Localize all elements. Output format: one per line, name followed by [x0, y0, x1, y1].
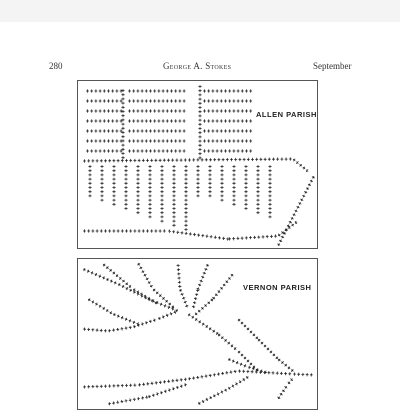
hachure-line [278, 379, 293, 399]
hachure-line [83, 221, 297, 240]
hachure-line [172, 165, 175, 227]
hachure-line [86, 139, 122, 142]
hachure-line [108, 383, 187, 405]
hachure-line [103, 264, 157, 304]
hachure-line [112, 165, 115, 206]
running-head [0, 61, 400, 75]
allen-drainage-map [78, 81, 317, 248]
hachure-line [86, 109, 122, 112]
hachure-line [277, 176, 314, 246]
allen-parish-map [77, 80, 318, 249]
hachure-line [192, 264, 209, 308]
hachure-line [184, 165, 187, 231]
hachure-line [128, 119, 185, 122]
hachure-line [244, 165, 247, 210]
hachure-line [121, 89, 124, 159]
hachure-line [136, 165, 139, 214]
hachure-line [177, 264, 189, 307]
hachure-line [148, 165, 151, 218]
hachure-line [100, 165, 103, 201]
hachure-line [203, 139, 252, 142]
hachure-line [137, 263, 174, 308]
hachure-line [88, 165, 91, 197]
hachure-line [124, 165, 127, 210]
hachure-line [203, 129, 252, 132]
hachure-line [83, 268, 178, 312]
page-number: 280 [49, 61, 63, 71]
hachure-line [128, 149, 185, 152]
scan-margin [0, 0, 400, 22]
hachure-line [128, 89, 185, 92]
hachure-line [268, 165, 271, 218]
hachure-line [86, 119, 122, 122]
hachure-line [256, 165, 259, 214]
author-name: George A. Stokes [163, 61, 232, 71]
hachure-line [203, 149, 252, 152]
hachure-line [203, 99, 252, 102]
hachure-line [83, 370, 313, 389]
hachure-line [128, 109, 185, 112]
hachure-line [86, 129, 122, 132]
hachure-line [88, 298, 139, 325]
hachure-line [128, 129, 185, 132]
hachure-line [128, 99, 185, 102]
hachure-line [196, 165, 199, 197]
hachure-line [128, 139, 185, 142]
hachure-line [203, 119, 252, 122]
journal-month: September [313, 61, 352, 71]
hachure-line [198, 376, 248, 405]
hachure-line [198, 85, 201, 159]
hachure-line [203, 109, 252, 112]
allen-parish-label: ALLEN PARISH [256, 110, 317, 119]
hachure-line [203, 89, 252, 92]
hachure-line [220, 165, 223, 201]
hachure-line [232, 165, 235, 206]
hachure-line [238, 319, 294, 372]
hachure-line [208, 165, 211, 197]
hachure-line [160, 165, 163, 222]
vernon-drainage-map [78, 259, 317, 409]
hachure-line [83, 157, 308, 172]
hachure-line [86, 89, 122, 92]
hachure-line [86, 149, 122, 152]
hachure-line [86, 99, 122, 102]
hachure-line [188, 314, 258, 372]
vernon-parish-label: VERNON PARISH [243, 283, 312, 292]
vernon-parish-map [77, 258, 318, 410]
hachure-line [195, 274, 233, 315]
